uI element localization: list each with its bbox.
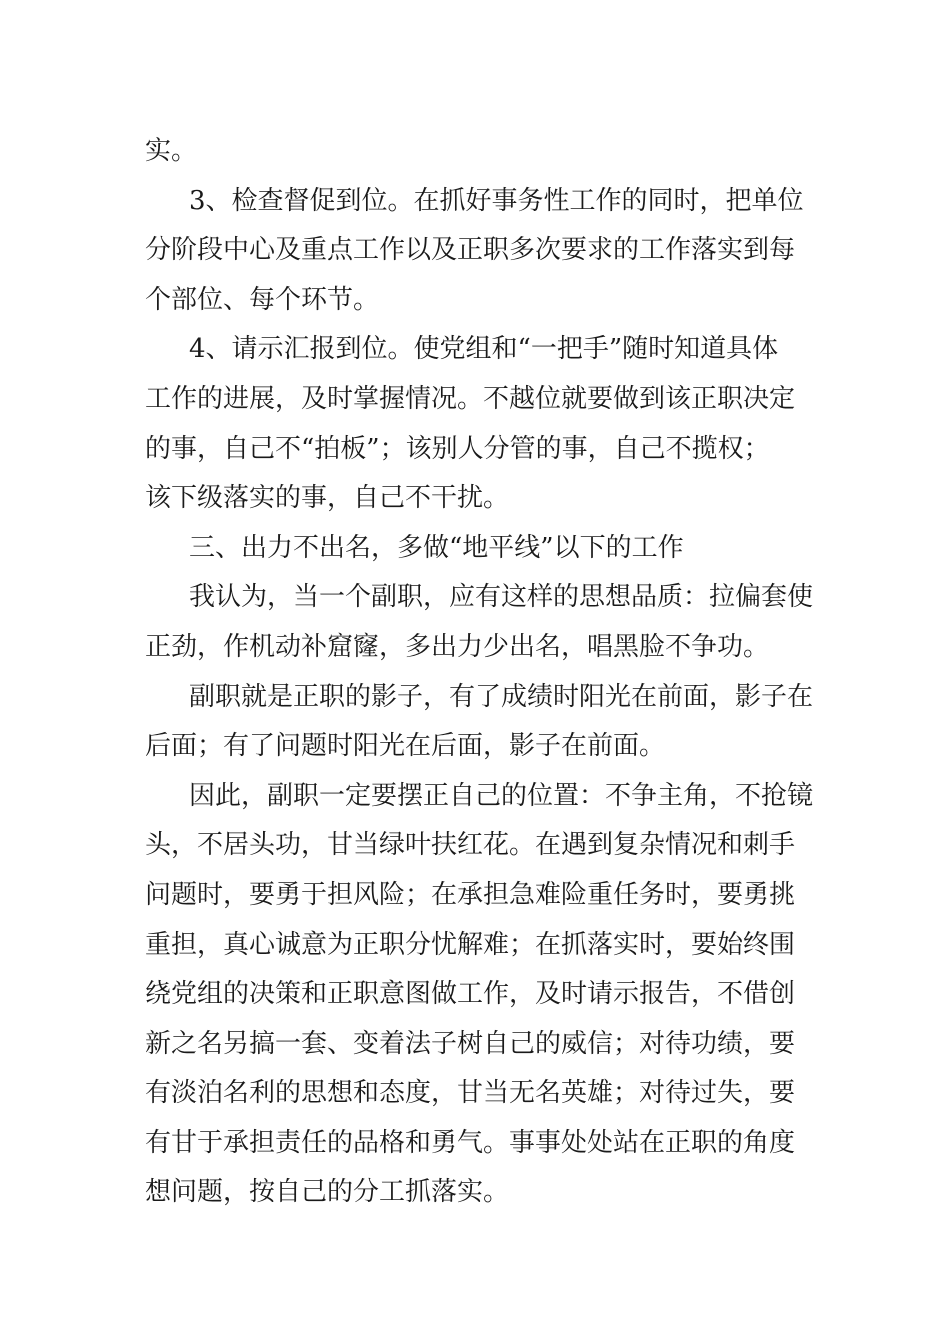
- text-line: 我认为，当一个副职，应有这样的思想品质：拉偏套使: [189, 582, 814, 613]
- text-line: 问题时，要勇于担风险；在承担急难险重任务时，要勇挑: [145, 879, 796, 910]
- text-line: 头，不居头功，甘当绿叶扶红花。在遇到复杂情况和刺手: [145, 830, 796, 861]
- text-line: 正劲，作机动补窟窿，多出力少出名，唱黑脸不争功。: [145, 631, 770, 662]
- text-line: 工作的进展，及时掌握情况。不越位就要做到该正职决定: [145, 383, 796, 414]
- text-line: 分阶段中心及重点工作以及正职多次要求的工作落实到每: [145, 235, 796, 266]
- text-line: 实。: [145, 136, 198, 166]
- text-line: 个部位、每个环节。: [145, 284, 380, 315]
- text-line: 想问题，按自己的分工抓落实。: [145, 1177, 510, 1208]
- document-body: [145, 127, 814, 1218]
- text-line: 4、请示汇报到位。使党组和“一把手”随时知道具体: [189, 334, 779, 365]
- text-line: 新之名另搞一套、变着法子树自己的威信；对待功绩，要: [145, 1028, 796, 1059]
- text-line: 该下级落实的事，自己不干扰。: [145, 483, 510, 514]
- text-line: 绕党组的决策和正职意图做工作，及时请示报告，不借创: [145, 979, 796, 1010]
- section-heading: 三、出力不出名，多做“地平线”以下的工作: [189, 532, 684, 563]
- text-line: 的事，自己不“拍板”；该别人分管的事，自己不揽权；: [145, 433, 770, 464]
- text-line: 重担，真心诚意为正职分忧解难；在抓落实时，要始终围: [145, 929, 796, 960]
- text-line: 有甘于承担责任的品格和勇气。事事处处站在正职的角度: [145, 1127, 796, 1158]
- text-line: 3、检查督促到位。在抓好事务性工作的同时，把单位: [189, 185, 804, 216]
- text-line: 副职就是正职的影子，有了成绩时阳光在前面，影子在: [189, 681, 814, 712]
- text-line: 因此，副职一定要摆正自己的位置：不争主角，不抢镜: [189, 780, 814, 811]
- text-line: 有淡泊名利的思想和态度，甘当无名英雄；对待过失，要: [145, 1078, 796, 1109]
- text-line: 后面；有了问题时阳光在后面，影子在前面。: [145, 731, 666, 762]
